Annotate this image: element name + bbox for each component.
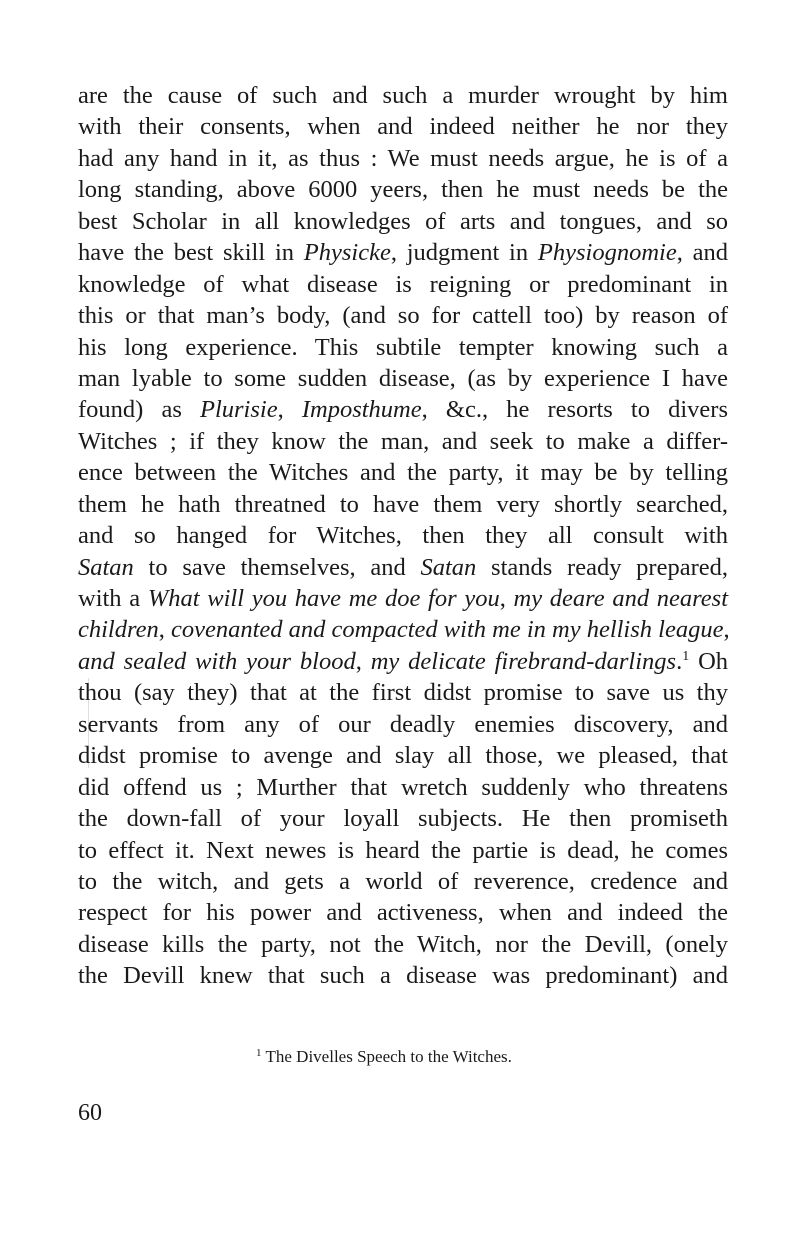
text-line bbox=[78, 709, 728, 740]
text-line bbox=[78, 520, 728, 551]
text-segment: thou (say they) that at the first didst promise to save us thy bbox=[78, 679, 728, 707]
italic-text: What will you have me doe for you bbox=[147, 585, 500, 612]
text-segment: man lyable to some sudden disease, (as by experience I have bbox=[78, 364, 728, 392]
text-segment: Witches ; if they know the man, and seek to make a differ- bbox=[78, 427, 728, 455]
italic-text: Satan bbox=[78, 553, 134, 581]
text-line bbox=[78, 677, 728, 708]
text-line bbox=[78, 583, 728, 614]
text-line bbox=[78, 960, 728, 991]
text-line bbox=[78, 866, 728, 897]
text-segment: the Devill knew that such a disease was predominant) and bbox=[78, 962, 728, 990]
text-line bbox=[78, 457, 728, 488]
text-segment: had any hand in it, as thus : We must needs argue, he is of a bbox=[78, 144, 728, 172]
text-segment: to save themselves, and bbox=[133, 553, 421, 581]
text-segment: with a bbox=[78, 585, 148, 612]
footnote-ref: 1 bbox=[682, 648, 690, 664]
text-segment: , judgment in bbox=[390, 239, 538, 267]
text-line bbox=[78, 614, 728, 645]
text-line bbox=[78, 332, 728, 363]
italic-text: Plurisie bbox=[200, 396, 278, 424]
text-segment: have the best skill in bbox=[78, 239, 304, 267]
text-line bbox=[78, 143, 728, 174]
text-segment: best Scholar in all knowledges of arts and tongues, and so bbox=[78, 207, 728, 235]
text-line bbox=[78, 772, 728, 803]
text-line bbox=[78, 237, 728, 268]
text-segment: stands ready prepared, bbox=[476, 553, 728, 581]
text-segment: are the cause of such and such a murder wrought by him bbox=[78, 82, 728, 109]
italic-text: Physicke bbox=[303, 239, 391, 267]
text-line bbox=[78, 803, 728, 834]
text-segment: to effect it. Next newes is heard the partie is dead, he comes bbox=[78, 836, 728, 864]
text-line bbox=[78, 929, 728, 960]
text-line bbox=[78, 489, 728, 520]
text-line bbox=[78, 111, 728, 142]
text-line bbox=[78, 394, 728, 425]
text-line bbox=[78, 269, 728, 300]
text-line bbox=[78, 740, 728, 771]
text-segment: the down-fall of your loyall subjects. He then promiseth bbox=[78, 805, 728, 833]
text-segment: with their consents, when and indeed neither he nor they bbox=[78, 113, 728, 141]
text-segment: knowledge of what disease is reigning or predominant in bbox=[78, 270, 728, 298]
italic-text: Physiognomie bbox=[537, 239, 677, 267]
text-line bbox=[78, 174, 728, 205]
text-segment: , &c., he resorts to divers bbox=[421, 396, 728, 424]
text-segment: to the witch, and gets a world of reverence, credence and bbox=[78, 867, 728, 895]
footnote bbox=[256, 1046, 512, 1068]
text-segment: , bbox=[723, 616, 730, 644]
text-segment: respect for his power and activeness, when and indeed the bbox=[78, 899, 728, 927]
italic-text: Satan bbox=[420, 553, 477, 581]
text-segment: long standing, above 6000 yeers, then he must needs be the bbox=[78, 176, 728, 204]
text-segment: servants from any of our deadly enemies discovery, and bbox=[78, 710, 728, 738]
text-segment: found) as bbox=[78, 396, 200, 424]
text-segment: , bbox=[499, 585, 514, 612]
text-segment: , bbox=[355, 647, 371, 675]
text-segment: . bbox=[676, 647, 683, 675]
text-line bbox=[78, 897, 728, 928]
text-segment: didst promise to avenge and slay all those, we pleased, that bbox=[78, 742, 728, 770]
footnote-marker: 1 bbox=[256, 1047, 262, 1059]
page-number: 60 bbox=[78, 1100, 102, 1126]
text-line bbox=[78, 206, 728, 237]
text-segment: this or that man’s body, (and so for cattell too) by reason of bbox=[78, 302, 728, 330]
italic-text: children bbox=[78, 616, 159, 644]
text-line bbox=[78, 552, 728, 583]
italic-text: my delicate firebrand-darlings bbox=[370, 647, 677, 675]
text-line bbox=[78, 835, 728, 866]
text-line bbox=[78, 363, 728, 394]
text-line bbox=[78, 426, 728, 457]
text-line bbox=[78, 300, 728, 331]
text-segment: , and bbox=[676, 239, 728, 267]
text-segment: , bbox=[277, 396, 302, 424]
text-line bbox=[78, 80, 728, 111]
text-segment: ence between the Witches and the party, it may be by telling bbox=[78, 459, 728, 487]
italic-text: and sealed with your blood bbox=[78, 647, 356, 675]
text-segment: them he hath threatned to have them very shortly searched, bbox=[78, 490, 728, 518]
body-text bbox=[78, 80, 728, 992]
text-segment: Oh bbox=[689, 647, 729, 675]
italic-text: covenanted and compacted with me in my hellish league bbox=[171, 616, 724, 644]
italic-text: my deare and nearest bbox=[513, 585, 729, 612]
footnote-text: The Divelles Speech to the Witches. bbox=[265, 1047, 512, 1066]
text-segment: disease kills the party, not the Witch, nor the Devill, (onely bbox=[78, 930, 728, 958]
text-segment: did offend us ; Murther that wretch suddenly who threatens bbox=[78, 773, 728, 801]
italic-text: Imposthume bbox=[301, 396, 422, 424]
text-segment: and so hanged for Witches, then they all consult with bbox=[78, 522, 728, 550]
text-line bbox=[78, 646, 728, 677]
text-segment: his long experience. This subtile tempter knowing such a bbox=[78, 333, 728, 361]
text-segment: , bbox=[158, 616, 171, 644]
